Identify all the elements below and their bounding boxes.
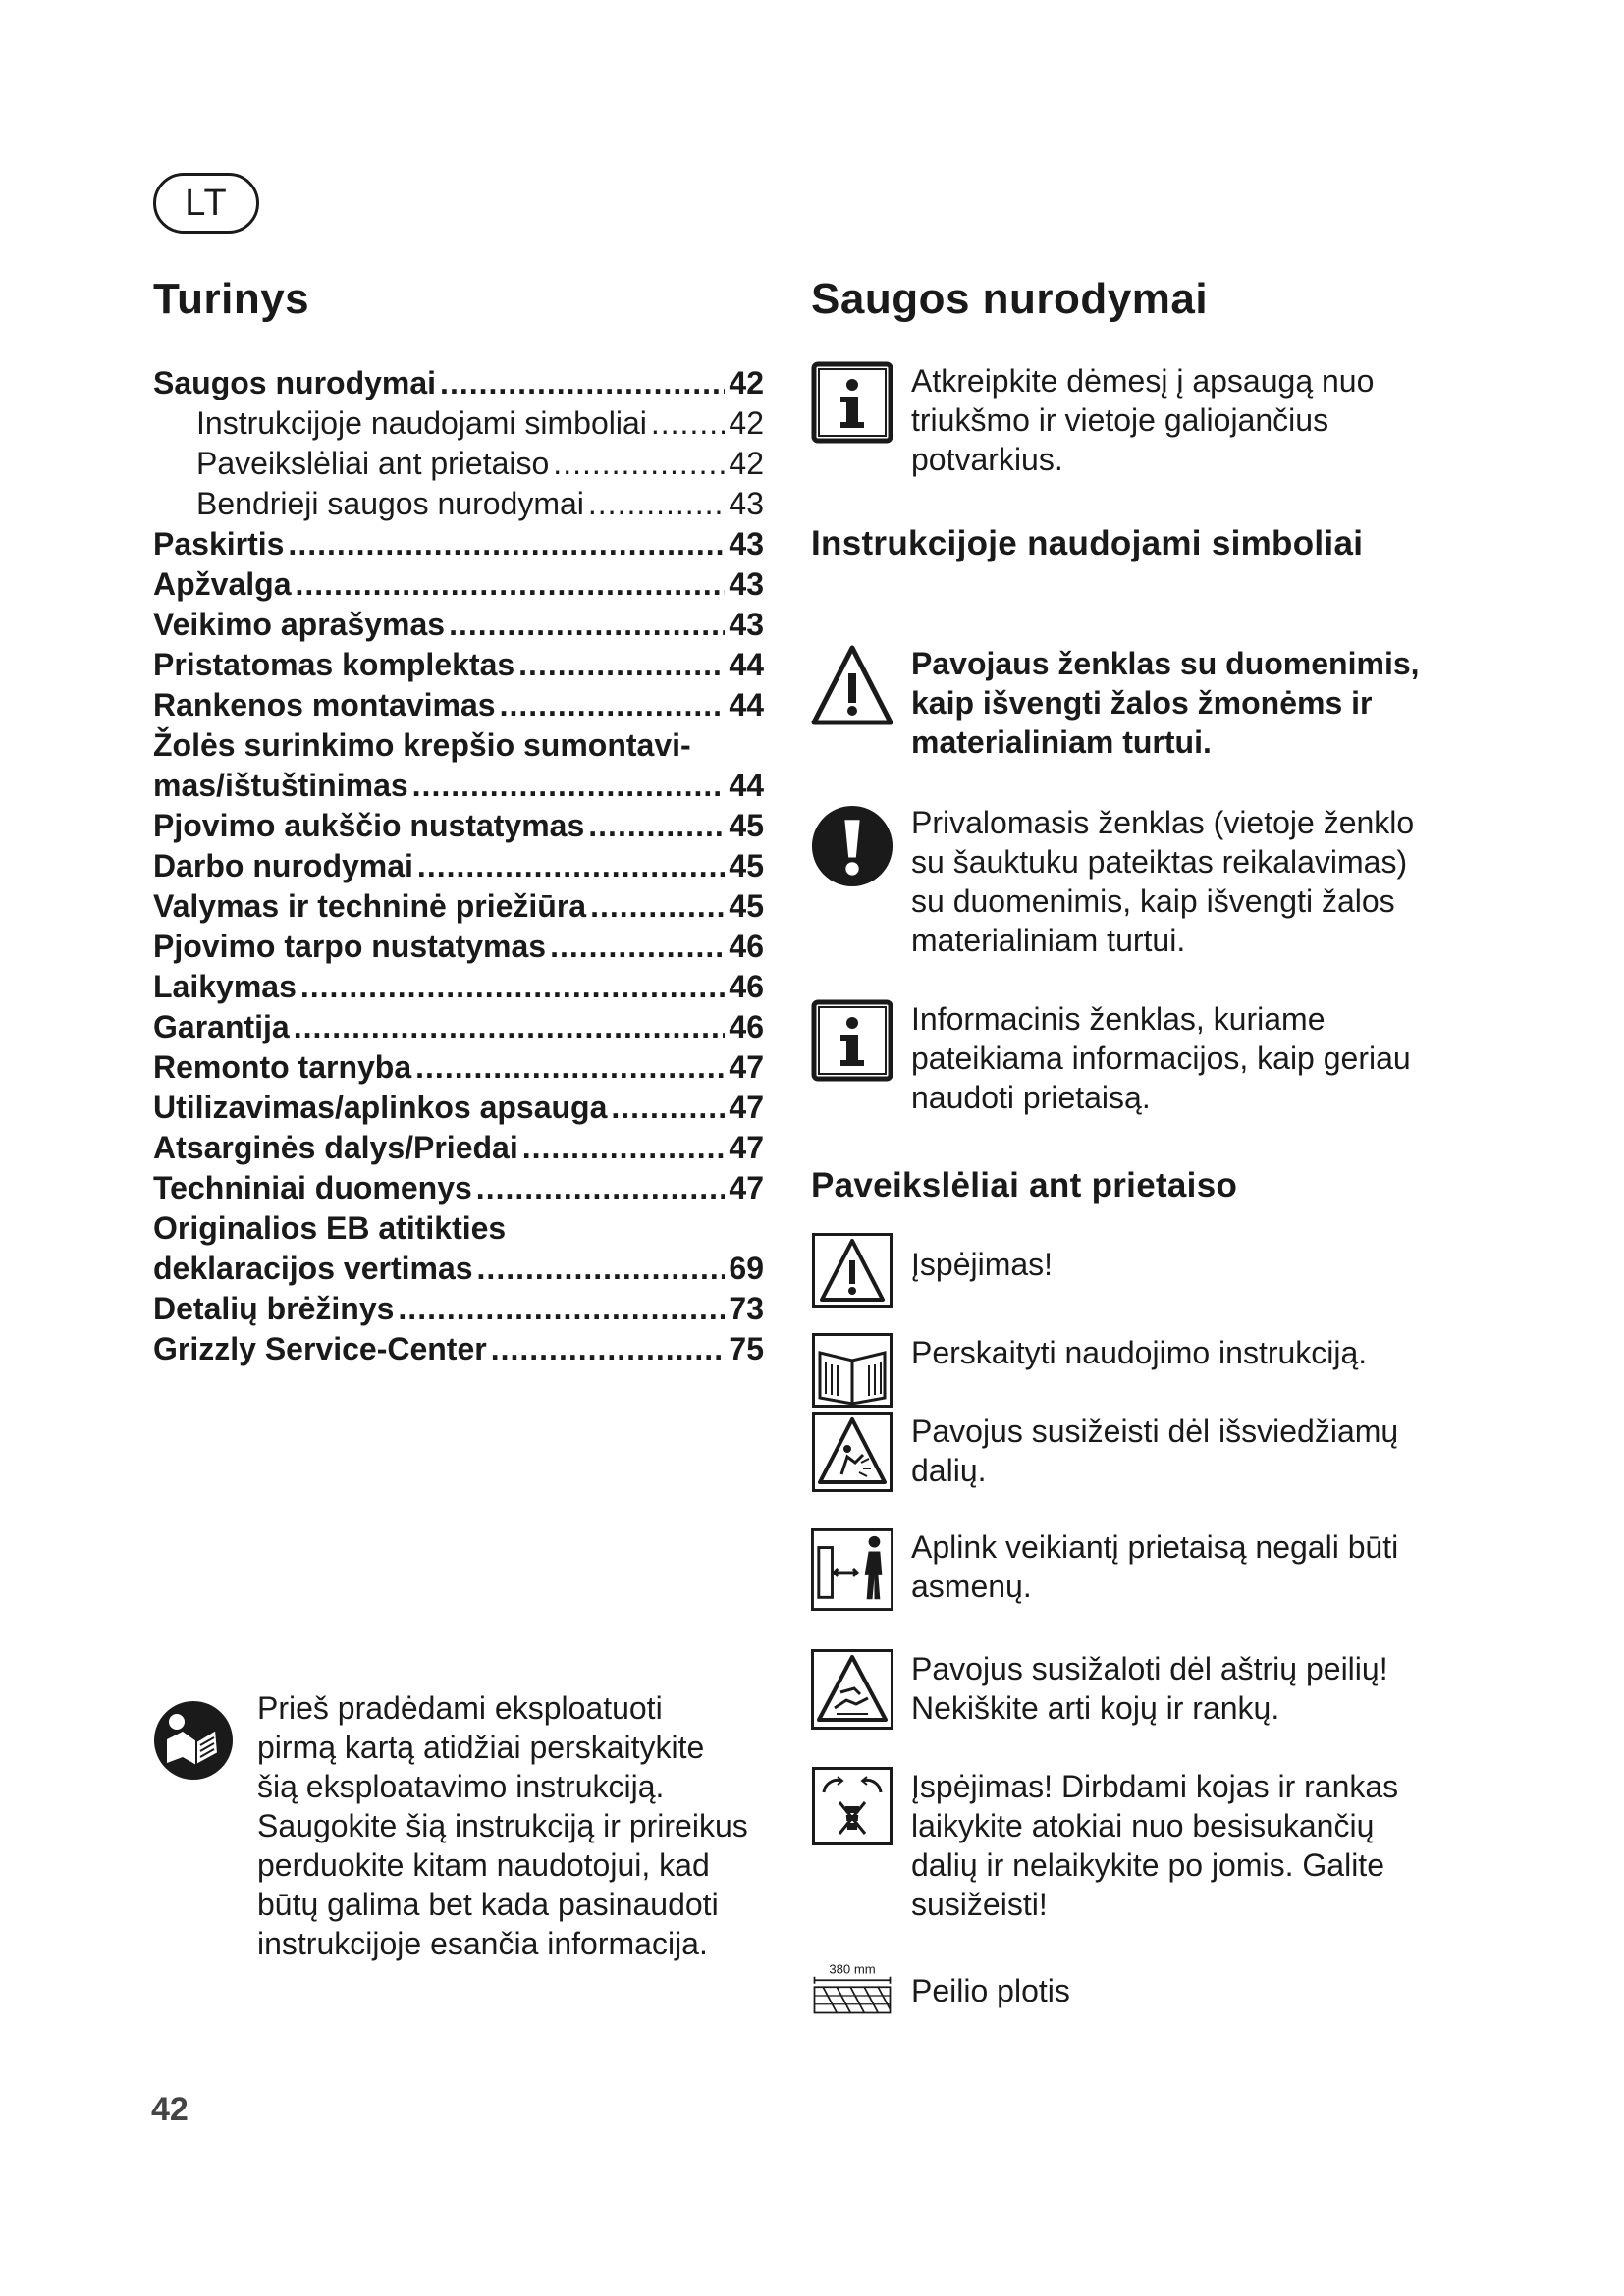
toc-row[interactable] [153,1168,764,1208]
toc-row[interactable] [153,1289,764,1329]
pictogram-warning-text: Įspėjimas! [911,1247,1054,1282]
toc-leader-dots [477,1249,726,1289]
toc-title: Turinys [153,275,310,323]
toc-row[interactable] [153,484,764,524]
pictogram-keep-distance-text: Aplink veikiantį prietaisą negali būti asmenų. [911,1529,1399,1604]
toc-row-page: 75 [729,1331,764,1366]
toc-row[interactable] [153,1208,764,1249]
info-icon [811,361,893,444]
toc-row[interactable] [153,564,764,605]
keep-distance-icon [811,1527,893,1612]
toc-leader-dots [553,444,725,484]
toc-row-page: 42 [729,405,764,441]
toc-leader-dots [522,1128,726,1168]
toc-row-label: Paskirtis [153,526,285,561]
pictogram-read-manual [811,1333,1459,1408]
warning-triangle-icon [811,644,893,726]
toc-leader-dots [288,524,725,564]
toc-row[interactable] [153,403,764,444]
toc-row-page: 47 [729,1130,764,1165]
toc-row-label: Bendrieji saugos nurodymai [196,486,584,521]
symbol-warning-text: Pavojaus ženklas su duomenimis, kaip išvengti žalos žmonėms ir materialiniam turtui. [911,646,1420,760]
symbol-mandatory-text: Privalomasis ženklas (vietoje ženklo su šauktuku pateiktas reikalavimas) su duomenimis, kaip išvengti žalos materialiniam turtui. [911,805,1415,958]
toc-row-page: 47 [729,1170,764,1205]
toc-row-page: 47 [729,1049,764,1085]
pictogram-read-manual-text: Perskaityti naudojimo instrukciją. [911,1335,1368,1370]
pictogram-blade-width [811,1953,1459,2024]
pictograms-heading: Paveikslėliai ant prietaiso [811,1166,1238,1204]
toc-row-label: Garantija [153,1009,290,1044]
toc-row[interactable] [153,806,764,846]
toc-leader-dots [500,685,726,725]
toc-leader-dots [398,1289,725,1329]
pictogram-flying-parts-text: Pavojus susižeisti dėl išsviedžiamų dalių. [911,1414,1399,1488]
toc-row[interactable] [153,685,764,725]
toc-row-label: Detalių brėžinys [153,1291,395,1326]
toc-row-label: Veikimo aprašymas [153,607,446,642]
toc-row-label: mas/ištuštinimas [153,768,408,803]
toc-row[interactable] [153,605,764,645]
toc-row-label: Apžvalga [153,566,292,602]
toc-leader-dots [440,363,725,403]
pictogram-flying-parts [811,1412,1459,1492]
pictogram-keep-distance [811,1527,1459,1612]
toc-row-label: Pristatomas komplektas [153,647,515,682]
toc-row-label: Rankenos montavimas [153,687,496,722]
toc-row-label: Paveikslėliai ant prietaiso [196,446,550,481]
toc-leader-dots [417,846,725,886]
toc-leader-dots [295,564,725,605]
toc-row-page: 43 [729,607,764,642]
toc-row-page: 73 [729,1291,764,1326]
toc-leader-dots [476,1168,726,1208]
pictogram-blade-width-text: Peilio plotis [911,1973,1070,2008]
toc-leader-dots [588,484,726,524]
safety-intro [811,361,1459,479]
symbols-heading: Instrukcijoje naudojami simboliai [811,524,1364,562]
toc-row-label: Techniniai duomenys [153,1170,472,1205]
toc-row-label: deklaracijos vertimas [153,1251,473,1286]
mandatory-exclamation-icon [811,803,893,889]
pictogram-sharp-blades-text: Pavojus susižaloti dėl aštrių peilių! Nekiškite arti kojų ir rankų. [911,1651,1388,1726]
toc-row[interactable] [153,1329,764,1369]
toc-row-label: Pjovimo tarpo nustatymas [153,929,547,964]
pictogram-rotating-parts-text: Įspėjimas! Dirbdami kojas ir rankas laikykite atokiai nuo besisukančių dalių ir nelaikykite po jomis. Galite susižeisti! [911,1769,1399,1922]
toc-row-page: 44 [729,768,764,803]
toc-leader-dots [611,1088,725,1128]
toc-row[interactable] [153,1007,764,1047]
toc-row[interactable] [153,725,764,766]
toc-row-label: Laikymas [153,969,297,1004]
toc-row[interactable] [153,967,764,1007]
toc-leader-dots [415,1047,725,1088]
toc-row-page: 43 [729,486,764,521]
page-number: 42 [151,2091,189,2128]
read-manual-text: Prieš pradėdami eksploatuoti pirmą kartą atidžiai perskaitykite šią eksploatavimo instrukciją. Saugokite šią instrukciją ir prireikus perduokite kitam naudotojui, kad būtų galima bet kada pasinaudoti instrukcijoje esančia informacija. [257,1690,748,1961]
toc-row-page: 42 [729,365,764,400]
toc-row-page: 47 [729,1090,764,1125]
toc-leader-dots [300,967,726,1007]
toc-row[interactable] [153,444,764,484]
toc-row-page: 46 [729,1009,764,1044]
pictogram-warning [811,1233,1459,1308]
toc-row-label: Grizzly Service-Center [153,1331,487,1366]
toc-row-page: 69 [729,1251,764,1286]
toc-row[interactable] [153,1249,764,1289]
read-manual-note [153,1688,762,1963]
toc-row-page: 43 [729,566,764,602]
pictogram-sharp-blades [811,1649,1459,1730]
symbol-mandatory [811,803,1459,960]
toc-row-page: 45 [729,808,764,843]
toc-leader-dots [651,403,726,444]
toc-leader-dots [550,927,725,967]
toc-row-label: Saugos nurodymai [153,365,437,400]
toc-row-page: 44 [729,647,764,682]
toc-row-label: Žolės surinkimo krepšio sumontavi- [153,727,691,763]
toc-row-page: 43 [729,526,764,561]
toc-leader-dots [518,645,725,685]
toc-row-page: 44 [729,687,764,722]
safety-intro-text: Atkreipkite dėmesį į apsaugą nuo triukšmo ir vietoje galiojančius potvarkius. [911,363,1375,477]
toc-row[interactable] [153,1088,764,1128]
toc-leader-dots [294,1007,726,1047]
toc-row[interactable] [153,846,764,886]
symbol-info-text: Informacinis ženklas, kuriame pateikiama informacijos, kaip geriau naudoti prietaisą. [911,1001,1411,1115]
toc-row[interactable] [153,927,764,967]
symbol-info [811,999,1459,1117]
pictogram-rotating-parts [811,1767,1459,1924]
toc-row[interactable] [153,363,764,403]
toc-row-page: 42 [729,446,764,481]
toc-row-page: 46 [729,929,764,964]
blade-width-label: 380 mm [829,1961,876,1977]
rotating-parts-icon [812,1767,893,1845]
toc-row[interactable] [153,886,764,927]
toc-row-label: Instrukcijoje naudojami simboliai [196,405,647,441]
blade-width-icon [811,1953,893,2024]
toc-row-page: 45 [729,888,764,924]
toc-row-page: 45 [729,848,764,883]
symbol-warning [811,644,1459,762]
toc-row-label: Atsarginės dalys/Priedai [153,1130,518,1165]
toc-row[interactable] [153,766,764,806]
toc-row-page: 46 [729,969,764,1004]
toc-leader-dots [449,605,725,645]
toc-row[interactable] [153,524,764,564]
warning-sign-icon [812,1233,893,1308]
safety-title: Saugos nurodymai [811,275,1209,323]
info-icon [811,999,893,1082]
flying-parts-icon [812,1412,893,1492]
toc-row-label: Originalios EB atitikties [153,1210,507,1246]
toc-row-label: Remonto tarnyba [153,1049,412,1085]
toc-row[interactable] [153,1128,764,1168]
sharp-blades-icon [811,1649,893,1730]
read-manual-round-icon [153,1700,234,1781]
toc-leader-dots [590,886,725,927]
table-of-contents [153,363,764,1369]
toc-row-label: Pjovimo aukščio nustatymas [153,808,585,843]
toc-leader-dots [588,806,725,846]
toc-leader-dots [412,766,726,806]
toc-row[interactable] [153,645,764,685]
toc-row-label: Valymas ir techninė priežiūra [153,888,587,924]
toc-row-label: Utilizavimas/aplinkos apsauga [153,1090,608,1125]
toc-leader-dots [491,1329,726,1369]
language-badge: LT [153,173,259,234]
read-manual-icon [812,1333,893,1408]
toc-row-label: Darbo nurodymai [153,848,413,883]
toc-row[interactable] [153,1047,764,1088]
